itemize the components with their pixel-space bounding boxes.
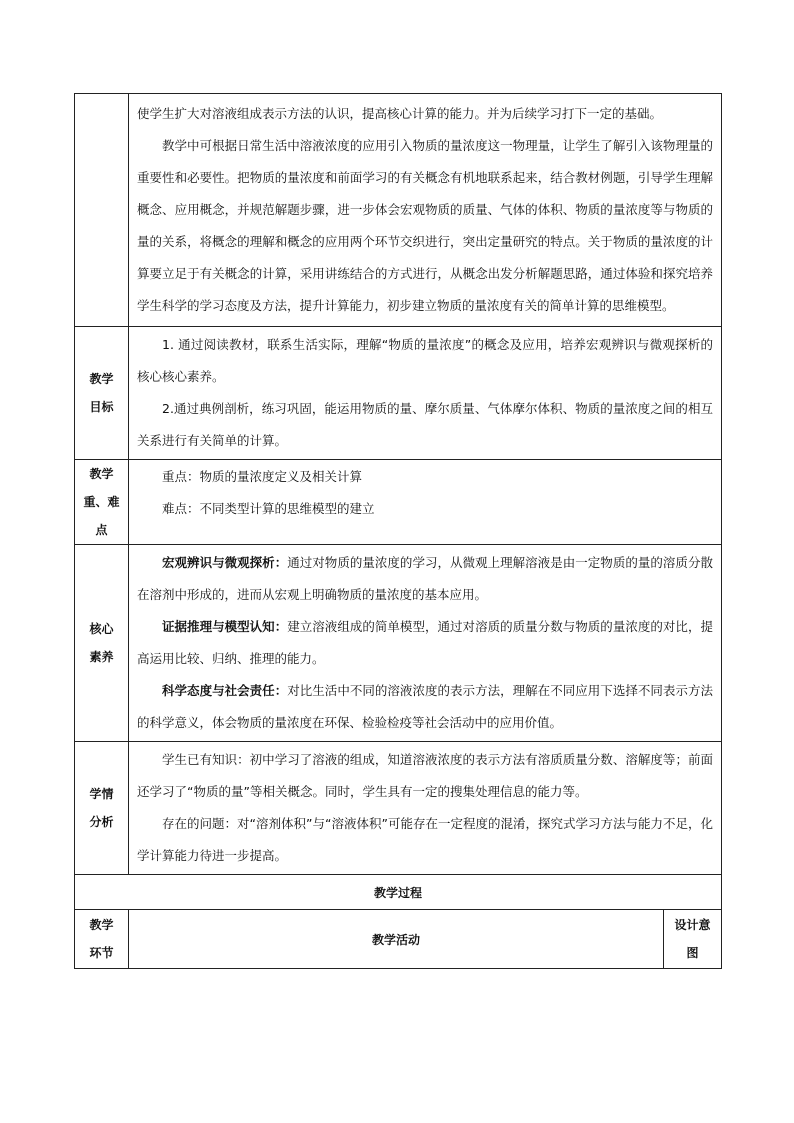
objective-item-1: 1. 通过阅读教材，联系生活实际，理解“物质的量浓度”的概念及应用，培养宏观辨识与微观探析的核心核心素养。 bbox=[137, 337, 713, 384]
process-header-row bbox=[75, 910, 722, 969]
literacy-item-3-lead: 科学态度与社会责任： bbox=[162, 683, 288, 698]
key-points-label-line-2: 重、难 bbox=[83, 495, 120, 509]
background-row bbox=[75, 94, 722, 327]
key-point-difficulty: 难点：不同类型计算的思维模型的建立 bbox=[162, 501, 375, 516]
process-title-row bbox=[75, 875, 722, 910]
background-first-line: 使学生扩大对溶液组成表示方法的认识，提高核心计算的能力。并为后续学习打下一定的基础。 bbox=[137, 106, 663, 121]
key-point-focus: 重点：物质的量浓度定义及相关计算 bbox=[162, 469, 363, 484]
process-activity-header: 教学活动 bbox=[129, 910, 664, 969]
literacy-content bbox=[129, 545, 722, 742]
analysis-row bbox=[75, 742, 722, 875]
literacy-item-3-text: 对比生活中不同的溶液浓度的表示方法，理解在不同应用下选择不同表示方法的科学意义，体会物质的量浓度在环保、检验检疫等社会活动中的应用价值。 bbox=[137, 683, 713, 730]
analysis-label-line-2: 分析 bbox=[89, 815, 114, 829]
objectives-row bbox=[75, 327, 722, 460]
background-label-cell bbox=[75, 94, 129, 327]
objectives-label-line-2: 目标 bbox=[89, 400, 114, 414]
process-stage-header-line-1: 教学 bbox=[89, 918, 114, 932]
analysis-label-line-1: 学情 bbox=[89, 787, 114, 801]
literacy-item-1-text: 通过对物质的量浓度的学习，从微观上理解溶液是由一定物质的量的溶质分散在溶剂中形成的，进而从宏观上明确物质的量浓度的基本应用。 bbox=[137, 555, 713, 602]
analysis-known: 学生已有知识：初中学习了溶液的组成，知道溶液浓度的表示方法有溶质质量分数、溶解度等；前面还学习了“物质的量”等相关概念。同时，学生具有一定的搜集处理信息的能力等。 bbox=[137, 752, 713, 799]
key-points-content bbox=[129, 460, 722, 545]
key-points-label-line-3: 点 bbox=[95, 523, 108, 537]
analysis-content bbox=[129, 742, 722, 875]
literacy-label-line-1: 核心 bbox=[89, 622, 114, 636]
process-stage-header bbox=[75, 910, 129, 969]
lesson-plan-table bbox=[74, 93, 722, 969]
analysis-problems: 存在的问题：对“溶剂体积”与“溶液体积”可能存在一定程度的混淆，探究式学习方法与能力不足，化学计算能力待进一步提高。 bbox=[137, 816, 713, 863]
literacy-label-line-2: 素养 bbox=[89, 650, 114, 664]
literacy-item-3 bbox=[137, 675, 713, 739]
literacy-item-1-lead: 宏观辨识与微观探析： bbox=[162, 555, 288, 570]
objective-item-2: 2.通过典例剖析，练习巩固，能运用物质的量、摩尔质量、气体摩尔体积、物质的量浓度之间的相互关系进行有关简单的计算。 bbox=[137, 401, 713, 448]
process-design-header-line-2: 图 bbox=[686, 946, 699, 960]
background-content bbox=[129, 94, 722, 327]
process-design-header-line-1: 设计意 bbox=[674, 918, 711, 932]
literacy-item-2 bbox=[137, 611, 713, 675]
literacy-item-2-text: 建立溶液组成的简单模型，通过对溶质的质量分数与物质的量浓度的对比，提高运用比较、归纳、推理的能力。 bbox=[137, 619, 713, 666]
key-points-label bbox=[75, 460, 129, 545]
key-points-row bbox=[75, 460, 722, 545]
objectives-label bbox=[75, 327, 129, 460]
literacy-label bbox=[75, 545, 129, 742]
process-stage-header-line-2: 环节 bbox=[89, 946, 114, 960]
background-paragraph: 教学中可根据日常生活中溶液浓度的应用引入物质的量浓度这一物理量，让学生了解引入该物理量的重要性和必要性。把物质的量浓度和前面学习的有关概念有机地联系起来，结合教材例题，引导学生理解概念、应用概念，并规范解题步骤，进一步体会宏观物质的质量、气体的体积、物质的量浓度等与物质的量的关系，将概念的理解和概念的应用两个环节交织进行，突出定量研究的特点。关于物质的量浓度的计算要立足于有关概念的计算，采用讲练结合的方式进行，从概念出发分析解题思路，通过体验和探究培养学生科学的学习态度及方法，提升计算能力，初步建立物质的量浓度有关的简单计算的思维模型。 bbox=[137, 138, 713, 313]
literacy-row bbox=[75, 545, 722, 742]
process-design-header bbox=[663, 910, 721, 969]
objectives-label-line-1: 教学 bbox=[89, 372, 114, 386]
literacy-item-1 bbox=[137, 547, 713, 611]
process-title: 教学过程 bbox=[75, 875, 722, 910]
objectives-content bbox=[129, 327, 722, 460]
literacy-item-2-lead: 证据推理与模型认知： bbox=[162, 619, 288, 634]
analysis-label bbox=[75, 742, 129, 875]
key-points-label-line-1: 教学 bbox=[89, 467, 114, 481]
